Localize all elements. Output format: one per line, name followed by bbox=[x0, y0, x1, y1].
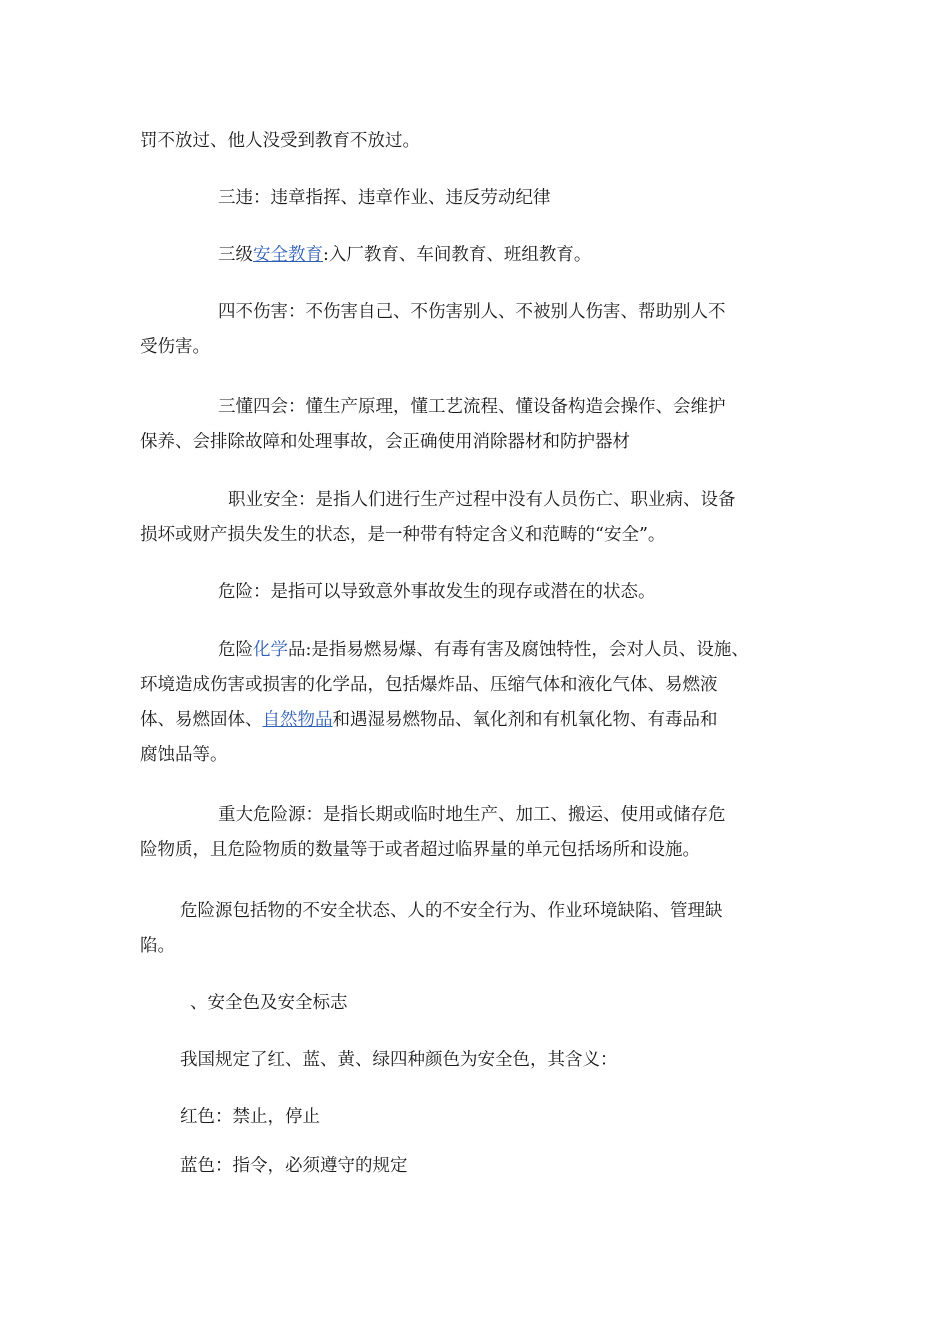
text-span: :入厂教育、车间教育、班组教育。 bbox=[323, 245, 592, 265]
text-line: 红色：禁止，停止 bbox=[180, 1107, 320, 1127]
text-line: 职业安全：是指人们进行生产过程中没有人员伤亡、职业病、设备 bbox=[228, 490, 736, 510]
link-safety-education[interactable]: 安全教育 bbox=[253, 245, 323, 265]
paragraph-red-color bbox=[140, 1100, 800, 1135]
paragraph-occupational-safety bbox=[140, 483, 800, 553]
text-line: 损坏或财产损失发生的状态，是一种带有特定含义和范畴的“安全”。 bbox=[140, 525, 666, 545]
text-span: 危险 bbox=[218, 640, 253, 660]
text-line bbox=[140, 238, 800, 273]
paragraph-blue-color bbox=[140, 1149, 800, 1184]
text-line: 危险：是指可以导致意外事故发生的现存或潜在的状态。 bbox=[218, 582, 656, 602]
text-line: 重大危险源：是指长期或临时地生产、加工、搬运、使用或储存危 bbox=[218, 805, 726, 825]
paragraph-three-level-education bbox=[140, 238, 800, 273]
paragraph-hazard-sources bbox=[140, 894, 800, 964]
text-line: 险物质，且危险物质的数量等于或者超过临界量的单元包括场所和设施。 bbox=[140, 840, 700, 860]
text-line bbox=[140, 703, 800, 738]
text-line: 危险源包括物的不安全状态、人的不安全行为、作业环境缺陷、管理缺 bbox=[180, 901, 723, 921]
section-heading-safety-colors bbox=[140, 986, 800, 1021]
text-line: 三懂四会：懂生产原理，懂工艺流程、懂设备构造会操作、会维护 bbox=[218, 397, 726, 417]
text-line: 罚不放过、他人没受到教育不放过。 bbox=[140, 131, 420, 151]
text-line: 环境造成伤害或损害的化学品，包括爆炸品、压缩气体和液化气体、易燃液 bbox=[140, 675, 718, 695]
text-line: 三违：违章指挥、违章作业、违反劳动纪律 bbox=[218, 188, 551, 208]
text-line: 保养、会排除故障和处理事故，会正确使用消除器材和防护器材 bbox=[140, 432, 630, 452]
text-line: 受伤害。 bbox=[140, 337, 210, 357]
paragraph-hazardous-chemicals bbox=[140, 633, 800, 773]
link-natural-substances[interactable]: 自然物品 bbox=[262, 710, 333, 730]
text-span-highlight: 化学 bbox=[253, 640, 288, 660]
text-line: 四不伤害：不伤害自己、不伤害别人、不被别人伤害、帮助别人不 bbox=[218, 302, 726, 322]
paragraph-continuation bbox=[140, 124, 800, 159]
paragraph-major-hazard bbox=[140, 798, 800, 868]
paragraph-three-understand-four-can bbox=[140, 390, 800, 460]
text-line: 、安全色及安全标志 bbox=[190, 993, 348, 1013]
text-line bbox=[140, 633, 800, 668]
text-span: 品:是指易燃易爆、有毒有害及腐蚀特性，会对人员、设施、 bbox=[288, 640, 749, 660]
paragraph-four-no-harm bbox=[140, 295, 800, 365]
paragraph-danger bbox=[140, 575, 800, 610]
text-line: 腐蚀品等。 bbox=[140, 745, 228, 765]
text-span: 体、易燃固体、 bbox=[140, 710, 263, 730]
text-span: 三级 bbox=[218, 245, 253, 265]
text-line: 我国规定了红、蓝、黄、绿四种颜色为安全色，其含义： bbox=[180, 1050, 618, 1070]
text-span: 和遇湿易燃物品、氧化剂和有机氧化物、有毒品和 bbox=[332, 710, 718, 730]
text-line: 陷。 bbox=[140, 936, 175, 956]
text-line: 蓝色：指令，必须遵守的规定 bbox=[180, 1156, 408, 1176]
paragraph-safety-colors-intro bbox=[140, 1043, 800, 1078]
paragraph-three-violations bbox=[140, 181, 800, 216]
